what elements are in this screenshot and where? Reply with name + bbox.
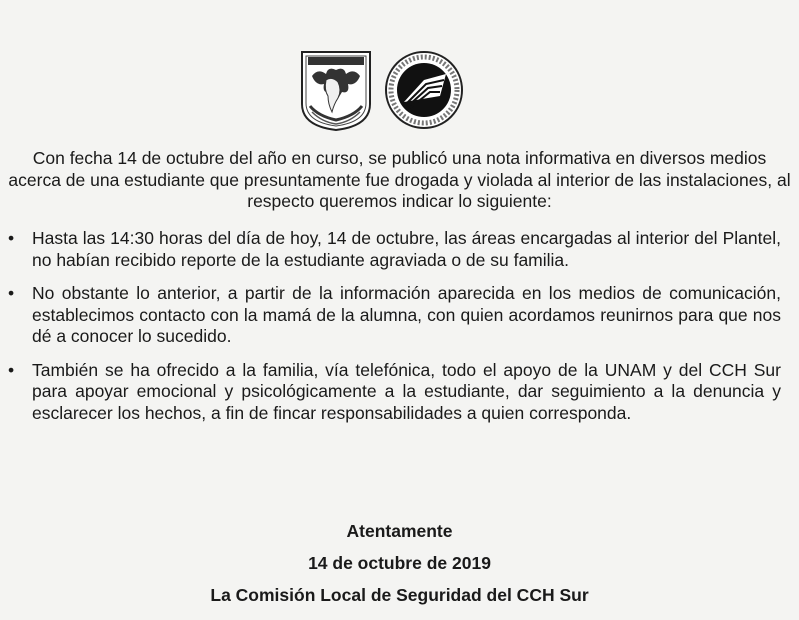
bullet-list <box>6 228 781 436</box>
document-date: 14 de octubre de 2019 <box>308 553 491 573</box>
signature: La Comisión Local de Seguridad del CCH Sur <box>210 585 589 605</box>
closing-block <box>0 520 799 616</box>
bullet-icon: • <box>8 359 15 380</box>
cch-sur-logo <box>384 50 464 130</box>
list-item <box>6 360 781 425</box>
salutation: Atentamente <box>346 521 453 541</box>
unam-crest-logo <box>298 46 374 132</box>
bullet-icon: • <box>8 283 15 303</box>
bullet-icon: • <box>8 228 15 248</box>
intro-paragraph: Con fecha 14 de octubre del año en curso, se publicó una nota informativa en diversos medios acerca de una estudiante que presuntamente fue drogada y violada al interior de las instalaciones, al respecto queremos indicar lo siguiente: <box>8 148 791 211</box>
bullet-text: No obstante lo anterior, a partir de la información aparecida en los medios de comunicación, establecimos contacto con la mamá de la alumna, con quien acordamos reunirnos para que nos dé a conocer lo sucedido. <box>32 283 781 346</box>
list-item <box>6 283 781 348</box>
bullet-text: Hasta las 14:30 horas del día de hoy, 14 de octubre, las áreas encargadas al interior del Plantel, no habían recibido reporte de la estudiante agraviada o de su familia. <box>32 228 781 270</box>
bullet-text: También se ha ofrecido a la familia, vía telefónica, todo el apoyo de la UNAM y del CCH Sur para apoyar emocional y psicológicamente a la estudiante, dar seguimiento a la denuncia y esclarecer los hechos, a fin de fincar responsabilidades a quien corresponda. <box>32 359 781 423</box>
logo-header <box>0 46 799 134</box>
list-item <box>6 228 781 271</box>
